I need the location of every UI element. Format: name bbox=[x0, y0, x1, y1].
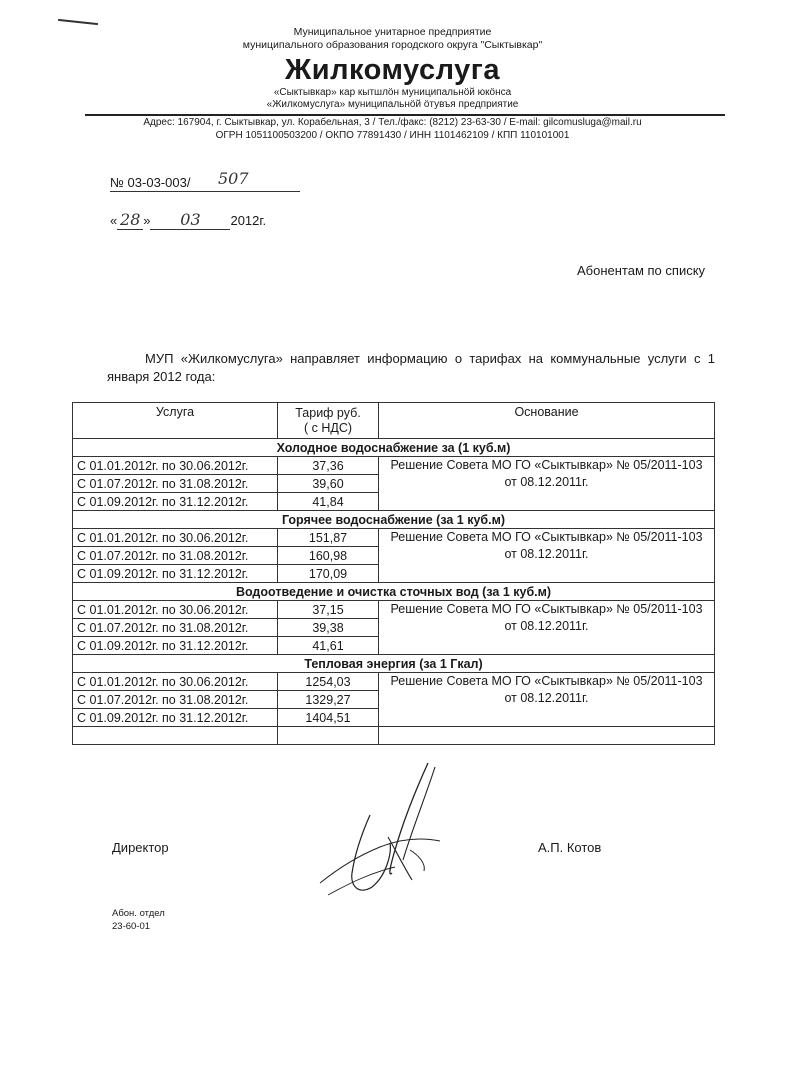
date-year: 2012г. bbox=[230, 213, 267, 228]
org-type-line: Муниципальное унитарное предприятие bbox=[293, 26, 492, 38]
empty-row bbox=[73, 727, 715, 745]
header-tariff bbox=[278, 403, 379, 439]
table-row bbox=[73, 673, 715, 691]
basis-line2: от 08.12.2011г. bbox=[504, 619, 589, 633]
handwritten-signature bbox=[300, 755, 480, 905]
header-service: Услуга bbox=[73, 403, 278, 439]
header-tariff-line2: ( с НДС) bbox=[303, 420, 353, 435]
period-cell: С 01.01.2012г. по 30.06.2012г. bbox=[73, 673, 278, 691]
org-registry: ОГРН 1051100503200 / ОКПО 77891430 / ИНН 1101462109 / КПП 110101001 bbox=[215, 130, 570, 141]
tariff-cell: 37,36 bbox=[278, 457, 379, 475]
tariff-cell: 41,84 bbox=[278, 493, 379, 511]
org-komi-line2: «Жилкомуслуга» муниципальнӧй ӧтувъя предприятие bbox=[266, 99, 519, 110]
period-cell: С 01.07.2012г. по 31.08.2012г. bbox=[73, 475, 278, 493]
date-month: 03 bbox=[150, 210, 230, 230]
intro-paragraph: МУП «Жилкомуслуга» направляет информацию о тарифах на коммунальные услуги с 1 января 2012 года: bbox=[107, 351, 715, 384]
basis-cell bbox=[379, 529, 715, 583]
tariff-cell: 1404,51 bbox=[278, 709, 379, 727]
footer-dept: Абон. отдел bbox=[112, 908, 165, 919]
outgoing-number bbox=[110, 169, 300, 192]
period-cell: С 01.01.2012г. по 30.06.2012г. bbox=[73, 457, 278, 475]
addressee: Абонентам по списку bbox=[577, 263, 706, 278]
letterhead-divider bbox=[85, 114, 725, 116]
pen-mark bbox=[58, 19, 98, 25]
period-cell: С 01.09.2012г. по 31.12.2012г. bbox=[73, 709, 278, 727]
period-cell: С 01.09.2012г. по 31.12.2012г. bbox=[73, 637, 278, 655]
outgoing-number-prefix: № 03-03-003/ bbox=[110, 175, 191, 190]
org-name: Жилкомуслуга bbox=[285, 54, 500, 86]
table-row bbox=[73, 457, 715, 475]
basis-cell bbox=[379, 457, 715, 511]
period-cell: С 01.09.2012г. по 31.12.2012г. bbox=[73, 565, 278, 583]
section-row bbox=[73, 439, 715, 457]
basis-line1: Решение Совета МО ГО «Сыктывкар» № 05/2011-103 bbox=[390, 602, 703, 616]
header-tariff-line1: Тариф руб. bbox=[295, 405, 361, 420]
org-komi-line1: «Сыктывкар» кар кытшлӧн муниципальнӧй юкӧнса bbox=[273, 87, 512, 98]
basis-line1: Решение Совета МО ГО «Сыктывкар» № 05/2011-103 bbox=[390, 530, 703, 544]
empty-cell bbox=[278, 727, 379, 745]
footer-phone: 23-60-01 bbox=[112, 921, 151, 932]
section-title: Водоотведение и очистка сточных вод (за 1 куб.м) bbox=[73, 583, 715, 601]
empty-cell bbox=[73, 727, 278, 745]
letter-date bbox=[110, 210, 300, 228]
tariff-cell: 1254,03 bbox=[278, 673, 379, 691]
section-row bbox=[73, 511, 715, 529]
section-row bbox=[73, 583, 715, 601]
tariff-cell: 1329,27 bbox=[278, 691, 379, 709]
section-row bbox=[73, 655, 715, 673]
section-title: Холодное водоснабжение за (1 куб.м) bbox=[73, 439, 715, 457]
org-address: Адрес: 167904, г. Сыктывкар, ул. Корабельная, 3 / Тел./факс: (8212) 23-63-30 / E-mail: gilcomusluga@mail.ru bbox=[143, 117, 642, 128]
date-day: 28 bbox=[117, 210, 143, 230]
empty-cell bbox=[379, 727, 715, 745]
tariff-cell: 41,61 bbox=[278, 637, 379, 655]
basis-line1: Решение Совета МО ГО «Сыктывкар» № 05/2011-103 bbox=[390, 674, 703, 688]
date-open-quote: « bbox=[110, 213, 118, 228]
basis-line2: от 08.12.2011г. bbox=[504, 475, 589, 489]
period-cell: С 01.07.2012г. по 31.08.2012г. bbox=[73, 691, 278, 709]
signatory-position: Директор bbox=[112, 840, 169, 855]
period-cell: С 01.09.2012г. по 31.12.2012г. bbox=[73, 493, 278, 511]
period-cell: С 01.01.2012г. по 30.06.2012г. bbox=[73, 529, 278, 547]
section-title: Тепловая энергия (за 1 Гкал) bbox=[73, 655, 715, 673]
tariff-cell: 151,87 bbox=[278, 529, 379, 547]
tariff-cell: 39,60 bbox=[278, 475, 379, 493]
header-basis: Основание bbox=[379, 403, 715, 439]
basis-cell bbox=[379, 673, 715, 727]
outgoing-number-handwritten: 507 bbox=[218, 169, 249, 188]
period-cell: С 01.07.2012г. по 31.08.2012г. bbox=[73, 547, 278, 565]
tariff-cell: 160,98 bbox=[278, 547, 379, 565]
period-cell: С 01.01.2012г. по 30.06.2012г. bbox=[73, 601, 278, 619]
section-title: Горячее водоснабжение (за 1 куб.м) bbox=[73, 511, 715, 529]
tariff-cell: 37,15 bbox=[278, 601, 379, 619]
basis-line2: от 08.12.2011г. bbox=[504, 691, 589, 705]
period-cell: С 01.07.2012г. по 31.08.2012г. bbox=[73, 619, 278, 637]
signatory-name: А.П. Котов bbox=[538, 840, 602, 855]
date-close-quote: » bbox=[143, 213, 151, 228]
table-row bbox=[73, 529, 715, 547]
table-header-row bbox=[73, 403, 715, 439]
org-municipality-line: муниципального образования городского округа "Сыктывкар" bbox=[242, 39, 543, 51]
basis-line2: от 08.12.2011г. bbox=[504, 547, 589, 561]
table-row bbox=[73, 601, 715, 619]
basis-line1: Решение Совета МО ГО «Сыктывкар» № 05/2011-103 bbox=[390, 458, 703, 472]
basis-cell bbox=[379, 601, 715, 655]
tariff-cell: 39,38 bbox=[278, 619, 379, 637]
tariff-table bbox=[72, 402, 715, 745]
tariff-cell: 170,09 bbox=[278, 565, 379, 583]
